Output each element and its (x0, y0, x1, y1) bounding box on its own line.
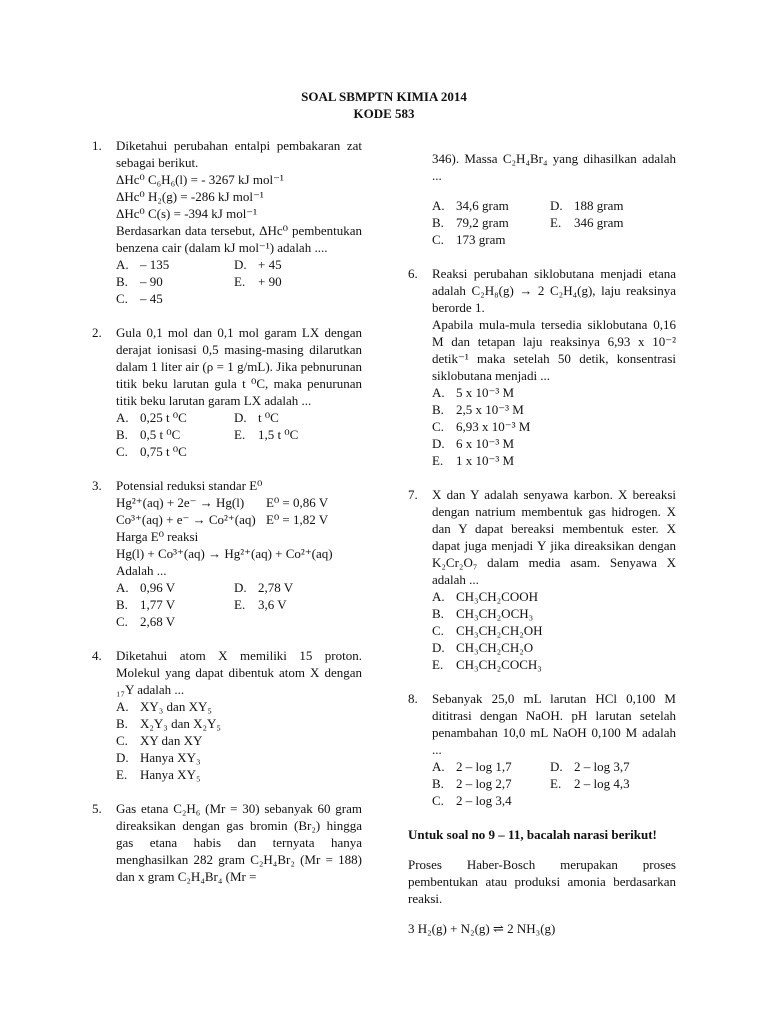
question-7 (408, 486, 676, 673)
question-text: Sebanyak 25,0 mL larutan HCl 0,100 M dititrasi dengan NaOH. pH larutan setelah penambahan 10,0 mL NaOH 0,100 M adalah ... (432, 691, 676, 757)
half-reaction: Hg²⁺(aq) + 2e⁻ → Hg(l) (116, 495, 245, 510)
answer-options (116, 409, 362, 460)
answer-option[interactable]: B. 79,2 gram (432, 215, 509, 230)
answer-option[interactable]: A. – 135 (116, 257, 170, 272)
question-text: Potensial reduksi standar E⁰ (116, 478, 263, 493)
answer-option[interactable]: C. 0,75 t ⁰C (116, 444, 187, 459)
answer-option[interactable]: B. – 90 (116, 274, 163, 289)
answer-options (432, 588, 676, 673)
question-text: Harga E⁰ reaksi (116, 529, 199, 544)
answer-option[interactable]: E. 1 x 10⁻³ M (432, 453, 515, 468)
equation: ΔHc⁰ H₂(g) = -286 kJ mol⁻¹ (116, 189, 264, 204)
answer-option[interactable]: A. 5 x 10⁻³ M (432, 385, 515, 400)
answer-option[interactable]: C. XY dan XY (116, 733, 203, 748)
haber-bosch-equation: 3 H₂(g) + N₂(g) ⇌ 2 NH₃(g) (408, 921, 556, 936)
answer-option[interactable]: D. 188 gram (550, 198, 624, 213)
answer-option[interactable]: D. 2,78 V (234, 580, 294, 595)
answer-options (432, 384, 676, 469)
question-number: 8. (408, 691, 418, 706)
exam-code: KODE 583 (353, 106, 415, 121)
answer-option[interactable]: E. 1,5 t ⁰C (234, 427, 299, 442)
question-number: 2. (92, 325, 102, 340)
answer-options (116, 256, 362, 307)
answer-option[interactable]: C. 173 gram (432, 232, 506, 247)
question-number: 5. (92, 801, 102, 816)
answer-option[interactable]: E. + 90 (234, 274, 282, 289)
question-number: 3. (92, 478, 102, 493)
question-text: 346). Massa C₂H₄Br₄ yang dihasilkan adalah ... (432, 151, 676, 183)
answer-options (432, 197, 676, 248)
answer-option[interactable]: D. + 45 (234, 257, 282, 272)
question-number: 6. (408, 266, 418, 281)
narrative-section (408, 826, 676, 937)
equation: ΔHc⁰ C(s) = -394 kJ mol⁻¹ (116, 206, 258, 221)
left-column (92, 137, 362, 902)
answer-option[interactable]: E. 3,6 V (234, 597, 287, 612)
half-reaction: Co³⁺(aq) + e⁻ → Co²⁺(aq) (116, 512, 256, 527)
answer-option[interactable]: E. CH₃CH₂COCH₃ (432, 657, 542, 672)
answer-options (116, 698, 362, 783)
question-2 (92, 324, 362, 460)
question-number: 4. (92, 648, 102, 663)
exam-title: SOAL SBMPTN KIMIA 2014 (301, 89, 467, 104)
overall-reaction: Hg(l) + Co³⁺(aq) → Hg²⁺(aq) + Co²⁺(aq) (116, 546, 333, 561)
answer-options (432, 758, 676, 809)
answer-option[interactable]: C. 6,93 x 10⁻³ M (432, 419, 531, 434)
answer-option[interactable]: A. 34,6 gram (432, 198, 509, 213)
question-4 (92, 647, 362, 783)
answer-option[interactable]: C. – 45 (116, 291, 163, 306)
answer-option[interactable]: D. Hanya XY₃ (116, 750, 201, 765)
reaction-row (116, 511, 362, 528)
question-text: X dan Y adalah senyawa karbon. X bereaksi dengan natrium membentuk gas hidrogen. X dan Y dapat bereaksi membentuk ester. X dapat juga menjadi Y jika direaksikan dengan K₂Cr₂O₇ dalam media asam. Senyawa X adalah ... (432, 487, 676, 587)
reaction-row (116, 494, 362, 511)
question-number: 1. (92, 138, 102, 153)
question-6 (408, 265, 676, 469)
answer-option[interactable]: A. 0,25 t ⁰C (116, 410, 187, 425)
question-text: Diketahui atom X memiliki 15 proton. Molekul yang dapat dibentuk atom X dengan ₁₇Y adalah ... (116, 648, 362, 697)
answer-option[interactable]: C. 2 – log 3,4 (432, 793, 512, 808)
question-text: Apabila mula-mula tersedia siklobutana 0,16 M dan tetapan laju reaksinya 6,93 x 10⁻² detik⁻¹ maka setelah 50 detik, konsentrasi siklobutana menjadi ... (432, 317, 676, 383)
right-column (408, 137, 676, 950)
answer-option[interactable]: B. 0,5 t ⁰C (116, 427, 181, 442)
answer-option[interactable]: A. CH₃CH₂COOH (432, 589, 539, 604)
answer-option[interactable]: B. 2 – log 2,7 (432, 776, 512, 791)
answer-option[interactable]: C. 2,68 V (116, 614, 176, 629)
question-text: Gula 0,1 mol dan 0,1 mol garam LX dengan derajat ionisasi 0,5 masing-masing dilarutkan dalam 1 liter air (ρ = 1 g/mL). Jika pebnurunan titik beku larutan gula t ⁰C, maka penurunan titik beku larutan garam LX adalah ... (116, 325, 362, 408)
answer-options (116, 579, 362, 630)
question-3 (92, 477, 362, 630)
question-5 (92, 800, 362, 885)
equation: ΔHc⁰ C₆H₆(l) = - 3267 kJ mol⁻¹ (116, 172, 284, 187)
narrative-heading: Untuk soal no 9 – 11, bacalah narasi berikut! (408, 827, 657, 842)
answer-option[interactable]: C. CH₃CH₂CH₂OH (432, 623, 543, 638)
document-title (0, 88, 768, 122)
narrative-text: Proses Haber-Bosch merupakan proses pembentukan atau produksi amonia berdasarkan reaksi. (408, 857, 676, 906)
answer-option[interactable]: A. XY₃ dan XY₅ (116, 699, 212, 714)
question-text: Reaksi perubahan siklobutana menjadi etana adalah C₂H₈(g) → 2 C₂H₄(g), laju reaksinya berorde 1. (432, 266, 676, 315)
answer-option[interactable]: E. 2 – log 4,3 (550, 776, 630, 791)
potential-value: E⁰ = 1,82 V (266, 512, 329, 527)
answer-option[interactable]: D. CH₃CH₂CH₂O (432, 640, 534, 655)
answer-option[interactable]: B. 1,77 V (116, 597, 176, 612)
answer-option[interactable]: B. X₂Y₃ dan X₂Y₅ (116, 716, 221, 731)
question-prompt: Adalah ... (116, 563, 167, 578)
answer-option[interactable]: D. t ⁰C (234, 410, 279, 425)
answer-option[interactable]: D. 2 – log 3,7 (550, 759, 630, 774)
potential-value: E⁰ = 0,86 V (266, 495, 329, 510)
answer-option[interactable]: E. 346 gram (550, 215, 624, 230)
answer-option[interactable]: D. 6 x 10⁻³ M (432, 436, 515, 451)
answer-option[interactable]: B. 2,5 x 10⁻³ M (432, 402, 524, 417)
question-8 (408, 690, 676, 809)
answer-option[interactable]: A. 2 – log 1,7 (432, 759, 512, 774)
question-number: 7. (408, 487, 418, 502)
question-1 (92, 137, 362, 307)
question-prompt: Berdasarkan data tersebut, ΔHc⁰ pembentukan benzena cair (dalam kJ mol⁻¹) adalah .... (116, 223, 362, 255)
question-text: Diketahui perubahan entalpi pembakaran zat sebagai berikut. (116, 138, 362, 170)
question-5-continued (408, 150, 676, 248)
answer-option[interactable]: A. 0,96 V (116, 580, 176, 595)
question-text: Gas etana C₂H₆ (Mr = 30) sebanyak 60 gram direaksikan dengan gas bromin (Br₂) hingga gas etana habis dan ternyata hanya menghasilkan 282 gram C₂H₄Br₂ (Mr = 188) dan x gram C₂H₄Br₄ (Mr = (116, 801, 362, 884)
answer-option[interactable]: B. CH₃CH₂OCH₃ (432, 606, 534, 621)
answer-option[interactable]: E. Hanya XY₅ (116, 767, 201, 782)
